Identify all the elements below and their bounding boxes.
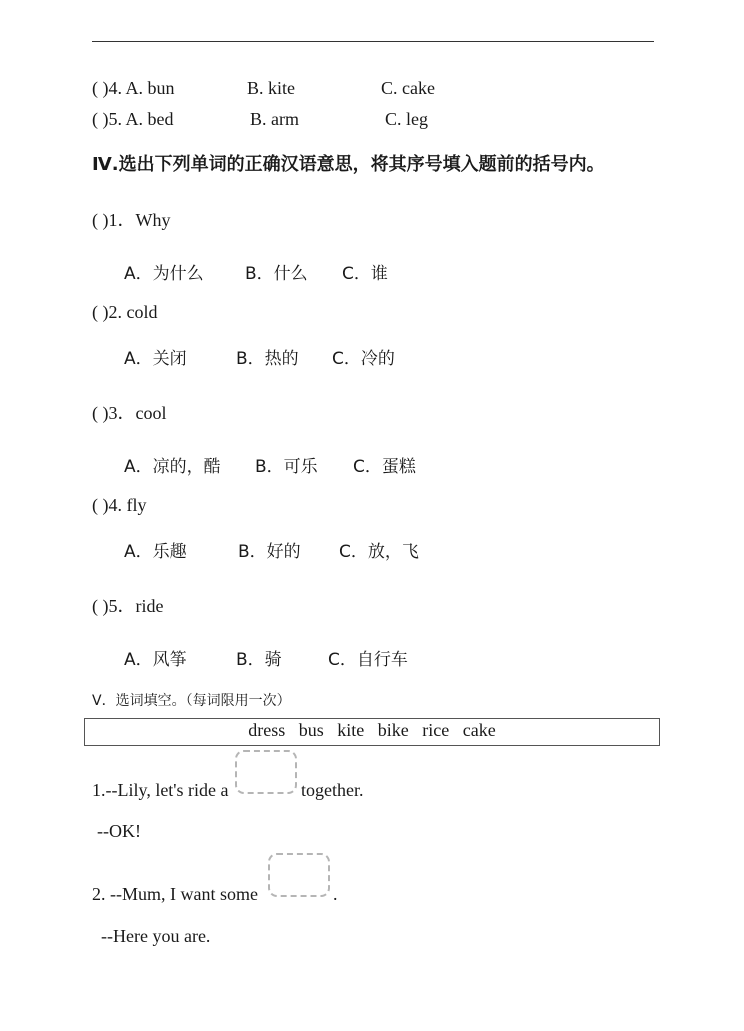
p3-q5-option-b: B. arm xyxy=(250,109,299,129)
top-rule xyxy=(92,41,654,42)
p4-q3-stem: ( )3．cool xyxy=(92,403,167,423)
s2-sentence-start: 2. --Mum, I want some xyxy=(92,884,258,904)
p3-q5-option-c: C. leg xyxy=(385,109,428,129)
p4-q5-option-b: B．骑 xyxy=(236,650,282,670)
p4-q5-option-c: C．自行车 xyxy=(328,650,408,670)
s2-sentence-end: . xyxy=(333,884,338,904)
p4-q4-option-c: C．放，飞 xyxy=(339,542,419,562)
p4-q2-stem: ( )2. cold xyxy=(92,302,158,322)
s1-reply: --OK! xyxy=(97,821,141,841)
p4-q2-option-a: A．关闭 xyxy=(124,349,187,369)
part5-heading: Ⅴ．选词填空。（每词限用一次） xyxy=(92,693,291,709)
p4-q2-option-b: B．热的 xyxy=(236,349,299,369)
s1-answer-blank[interactable] xyxy=(235,750,297,794)
p4-q3-option-c: C．蛋糕 xyxy=(353,457,416,477)
s1-sentence-start: 1.--Lily, let's ride a xyxy=(92,780,229,800)
p4-q5-option-a: A．风筝 xyxy=(124,650,187,670)
word-bank-box xyxy=(84,718,660,746)
p4-q1-option-c: C．谁 xyxy=(342,264,388,284)
p4-q1-option-a: A．为什么 xyxy=(124,264,204,284)
p4-q1-stem: ( )1．Why xyxy=(92,210,171,230)
part4-heading: Ⅳ.选出下列单词的正确汉语意思，将其序号填入题前的括号内。 xyxy=(92,154,605,175)
p4-q1-option-b: B．什么 xyxy=(245,264,308,284)
s2-reply: --Here you are. xyxy=(101,926,211,946)
p3-q5-number: ( )5. A. bed xyxy=(92,109,174,129)
p4-q5-stem: ( )5．ride xyxy=(92,596,164,616)
p3-q4-option-b: B. kite xyxy=(247,78,295,98)
p4-q3-option-b: B．可乐 xyxy=(255,457,318,477)
p4-q4-option-b: B．好的 xyxy=(238,542,301,562)
s2-answer-blank[interactable] xyxy=(268,853,330,897)
p4-q2-option-c: C．冷的 xyxy=(332,349,395,369)
p4-q4-stem: ( )4. fly xyxy=(92,495,147,515)
p4-q3-option-a: A．凉的，酷 xyxy=(124,457,221,477)
p3-q4-option-c: C. cake xyxy=(381,78,435,98)
word-bank-words: dress bus kite bike rice cake xyxy=(248,720,496,740)
s1-sentence-end: together. xyxy=(301,780,364,800)
p3-q4-number: ( )4. A. bun xyxy=(92,78,175,98)
p4-q4-option-a: A．乐趣 xyxy=(124,542,187,562)
